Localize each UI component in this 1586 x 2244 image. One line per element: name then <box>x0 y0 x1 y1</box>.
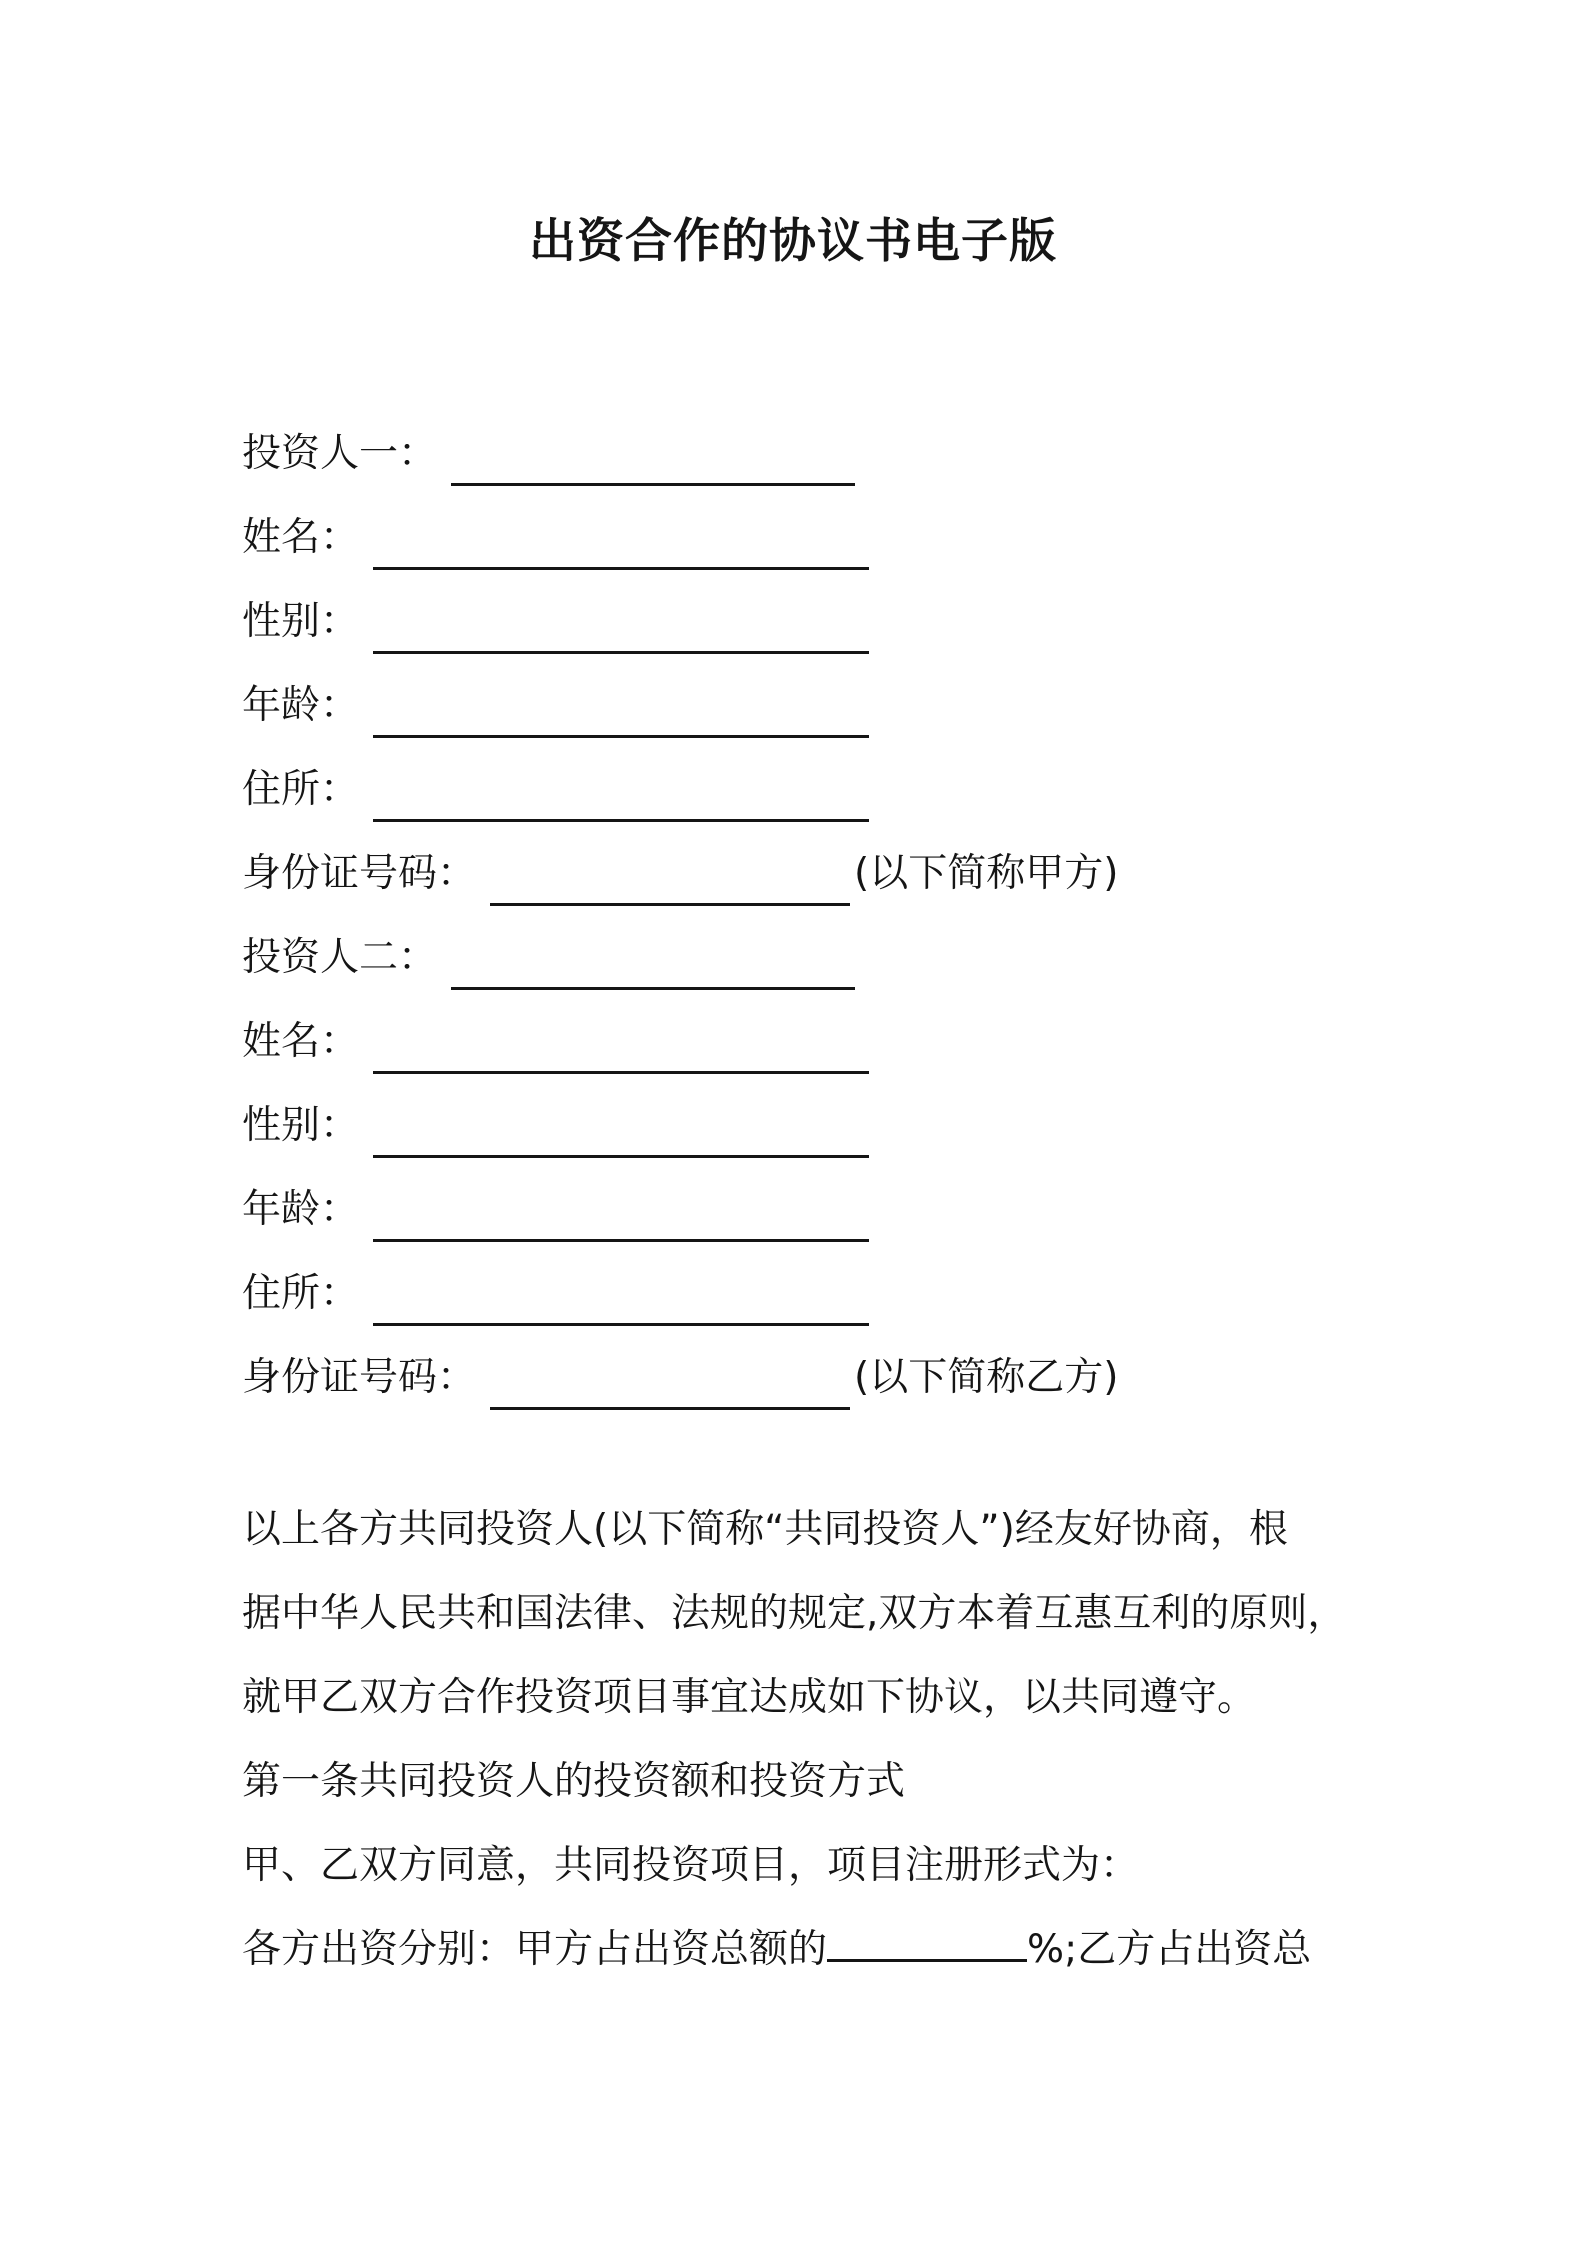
address-label: 住所： <box>242 1271 360 1316</box>
name-blank <box>373 1030 869 1074</box>
investor-one-address-row <box>242 738 1442 822</box>
gender-blank <box>373 1114 869 1158</box>
investor-one-id-row <box>242 822 1442 906</box>
agreement-body <box>242 1488 1352 1992</box>
contribution-suffix: %;乙方占出资总 <box>1027 1927 1312 1972</box>
contribution-blank <box>827 1924 1027 1962</box>
investor-one-name-row <box>242 486 1442 570</box>
investor-one-gender-row <box>242 570 1442 654</box>
address-blank <box>373 1282 869 1326</box>
paragraph-line: 就甲乙双方合作投资项目事宜达成如下协议，以共同遵守。 <box>242 1675 1257 1720</box>
id-label: 身份证号码： <box>242 851 477 896</box>
investor-two-id-row <box>242 1326 1442 1410</box>
name-blank <box>373 526 869 570</box>
age-label: 年龄： <box>242 683 360 728</box>
party-a-alias: (以下简称甲方) <box>854 851 1119 896</box>
article-one-line: 甲、乙双方同意，共同投资项目，项目注册形式为： <box>242 1843 1140 1888</box>
investor-two-row <box>242 906 1442 990</box>
paragraph-line: 据中华人民共和国法律、法规的规定,双方本着互惠互利的原则， <box>242 1591 1347 1636</box>
investor-two-name-row <box>242 990 1442 1074</box>
name-label: 姓名： <box>242 1019 360 1064</box>
gender-blank <box>373 610 869 654</box>
investor-two-label: 投资人二： <box>242 935 438 980</box>
investor-one-blank <box>451 442 855 486</box>
investor-one-age-row <box>242 654 1442 738</box>
investor-two-gender-row <box>242 1074 1442 1158</box>
article-one-heading: 第一条共同投资人的投资额和投资方式 <box>242 1759 906 1804</box>
investor-two-address-row <box>242 1242 1442 1326</box>
name-label: 姓名： <box>242 515 360 560</box>
investor-two-age-row <box>242 1158 1442 1242</box>
age-blank <box>373 1198 869 1242</box>
contribution-prefix: 各方出资分别：甲方占出资总额的 <box>242 1927 828 1972</box>
paragraph-line: 以上各方共同投资人(以下简称“共同投资人”)经友好协商，根 <box>242 1507 1288 1552</box>
gender-label: 性别： <box>242 599 360 644</box>
age-label: 年龄： <box>242 1187 360 1232</box>
investor-one-label: 投资人一： <box>242 431 438 476</box>
age-blank <box>373 694 869 738</box>
document-title: 出资合作的协议书电子版 <box>529 214 1057 269</box>
id-label: 身份证号码： <box>242 1355 477 1400</box>
address-blank <box>373 778 869 822</box>
id-blank <box>490 862 850 906</box>
party-info-section <box>242 402 1442 1410</box>
id-blank <box>490 1366 850 1410</box>
address-label: 住所： <box>242 767 360 812</box>
contribution-line <box>242 1908 1352 1992</box>
gender-label: 性别： <box>242 1103 360 1148</box>
investor-one-row <box>242 402 1442 486</box>
party-b-alias: (以下简称乙方) <box>854 1355 1119 1400</box>
investor-two-blank <box>451 946 855 990</box>
